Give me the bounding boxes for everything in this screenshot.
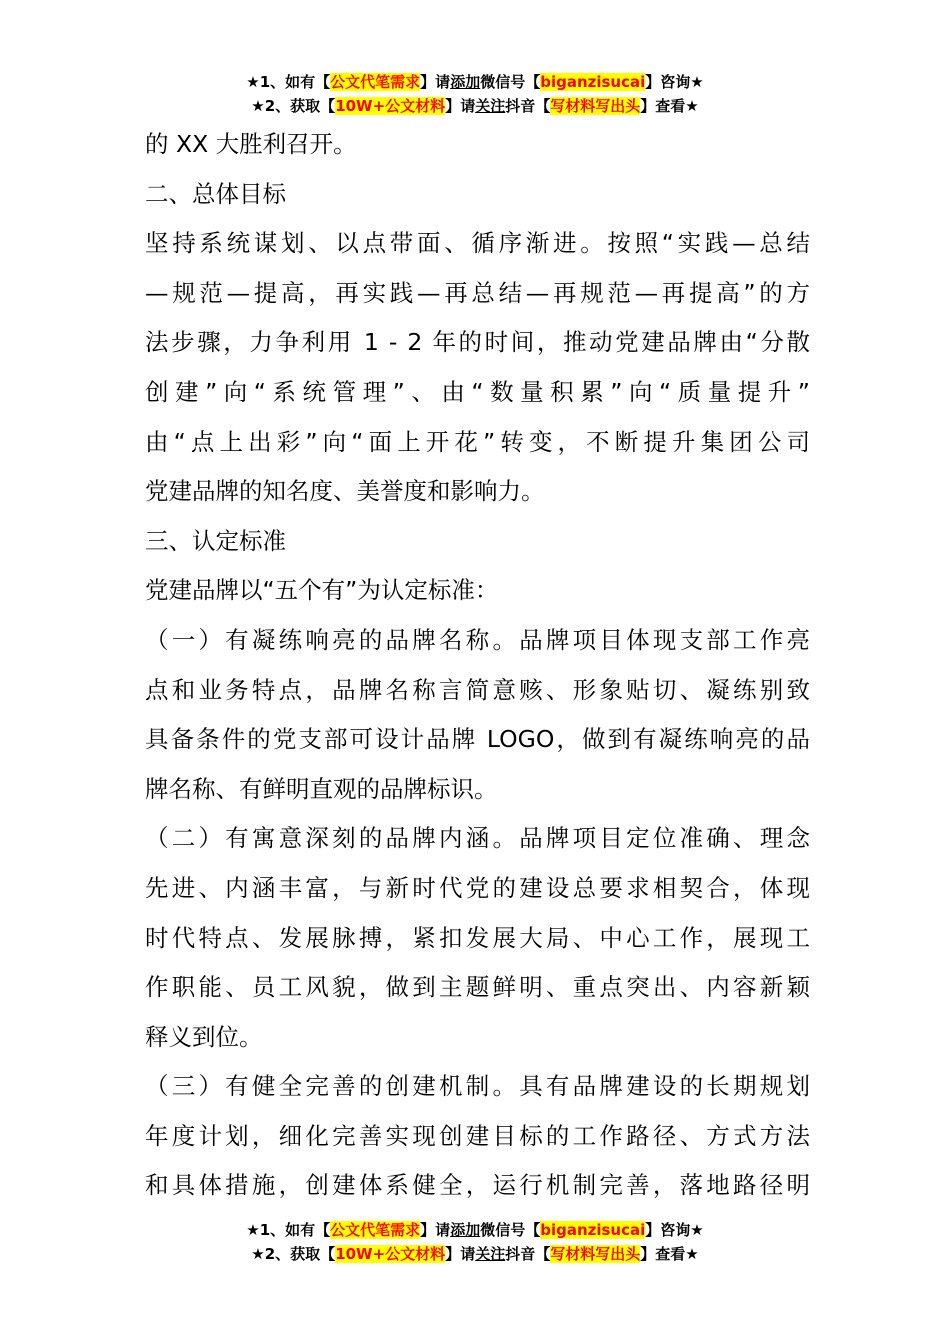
- banner-text: 抖音【: [505, 1245, 551, 1263]
- banner-highlight: biganzisucai: [540, 73, 646, 91]
- text-line: 法步骤，力争利用 1 - 2 年的时间，推动党建品牌由“分散: [145, 328, 810, 357]
- text-line: 牌名称、有鲜明直观的品牌标识。: [145, 774, 498, 803]
- banner-line-2: [0, 94, 950, 118]
- text-line: 的 XX 大胜利召开。: [145, 130, 357, 158]
- banner-underline: 关注: [475, 97, 506, 115]
- banner-highlight: 写材料写出头: [550, 97, 641, 115]
- banner-text: 】请: [420, 73, 451, 91]
- banner-text: 微信号【: [480, 73, 541, 91]
- section-heading: 三、认定标准: [145, 526, 286, 555]
- document-body: [145, 120, 810, 1211]
- banner-text: 】请: [445, 97, 476, 115]
- banner-highlight: biganzisucai: [540, 1221, 646, 1239]
- banner-text: 】咨询★: [645, 1221, 704, 1239]
- text-line: 党建品牌以“五个有”为认定标准：: [145, 576, 499, 605]
- banner-highlight: 10W+公文材料: [335, 97, 446, 115]
- banner-text: 】请: [445, 1245, 476, 1263]
- text-line: 点和业务特点，品牌名称言简意赅、形象贴切、凝练别致: [145, 675, 810, 704]
- banner-text: 】请: [420, 1221, 451, 1239]
- text-line: —规范—提高，再实践—再总结—再规范—再提高”的方: [145, 278, 810, 307]
- banner-highlight: 写材料写出头: [550, 1245, 641, 1263]
- banner-text: ★2、获取【: [251, 1245, 336, 1263]
- banner-text: ★1、如有【: [246, 73, 331, 91]
- banner-underline: 添加: [450, 1221, 481, 1239]
- text-line: （二）有寓意深刻的品牌内涵。品牌项目定位准确、理念: [145, 824, 810, 853]
- banner-line-1: [0, 1218, 950, 1242]
- banner-text: 微信号【: [480, 1221, 541, 1239]
- banner-text: 】咨询★: [645, 73, 704, 91]
- top-banner: [0, 70, 950, 118]
- text-line: 释义到位。: [145, 1022, 263, 1051]
- text-line: （一）有凝练响亮的品牌名称。品牌项目体现支部工作亮: [145, 625, 810, 654]
- text-line: 作职能、员工风貌，做到主题鲜明、重点突出、内容新颖: [145, 973, 810, 1002]
- text-line: 创建”向“系统管理”、由“数量积累”向“质量提升”: [145, 377, 810, 406]
- banner-line-2: [0, 1242, 950, 1266]
- banner-highlight: 公文代笔需求: [330, 73, 421, 91]
- banner-highlight: 公文代笔需求: [330, 1221, 421, 1239]
- section-heading: 二、总体目标: [145, 179, 286, 208]
- text-line: 先进、内涵丰富，与新时代党的建设总要求相契合，体现: [145, 873, 810, 902]
- text-line: 具备条件的党支部可设计品牌 LOGO，做到有凝练响亮的品: [145, 725, 810, 754]
- banner-text: 】查看★: [640, 97, 699, 115]
- text-line: 时代特点、发展脉搏，紧扣发展大局、中心工作，展现工: [145, 923, 810, 952]
- text-line: （三）有健全完善的创建机制。具有品牌建设的长期规划: [145, 1072, 810, 1101]
- banner-underline: 关注: [475, 1245, 506, 1263]
- text-line: 年度计划，细化完善实现创建目标的工作路径、方式方法: [145, 1121, 810, 1150]
- banner-text: ★1、如有【: [246, 1221, 331, 1239]
- banner-text: 抖音【: [505, 97, 551, 115]
- text-line: 和具体措施，创建体系健全，运行机制完善，落地路径明: [145, 1171, 810, 1200]
- text-line: 坚持系统谋划、以点带面、循序渐进。按照“实践—总结: [145, 229, 810, 258]
- banner-underline: 添加: [450, 73, 481, 91]
- banner-highlight: 10W+公文材料: [335, 1245, 446, 1263]
- text-line: 党建品牌的知名度、美誉度和影响力。: [145, 477, 545, 506]
- banner-text: 】查看★: [640, 1245, 699, 1263]
- banner-line-1: [0, 70, 950, 94]
- banner-text: ★2、获取【: [251, 97, 336, 115]
- bottom-banner: [0, 1218, 950, 1266]
- text-line: 由“点上出彩”向“面上开花”转变，不断提升集团公司: [145, 427, 810, 456]
